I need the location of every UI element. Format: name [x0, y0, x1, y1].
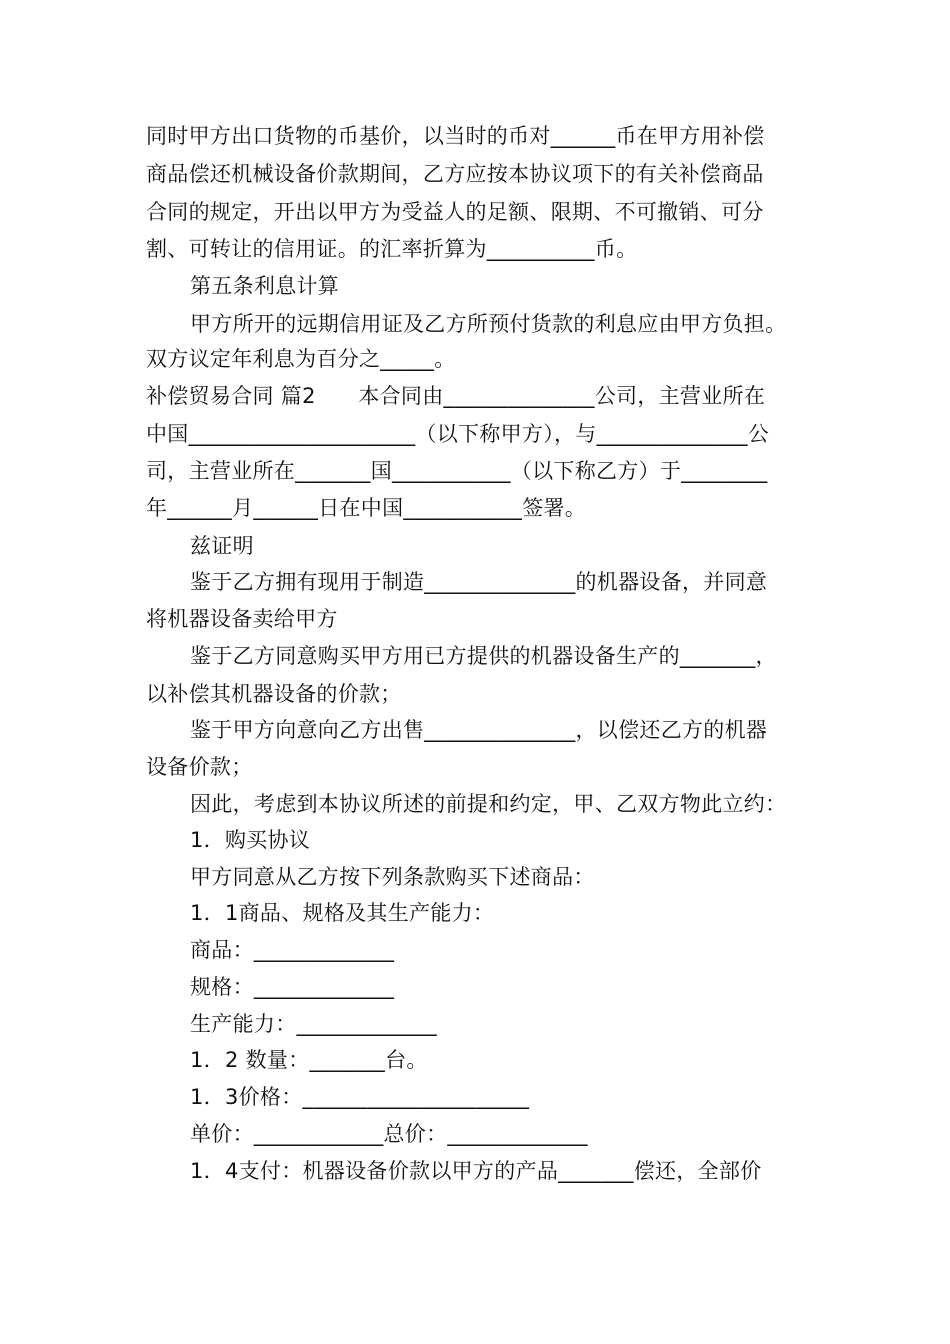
section-heading: 第五条利息计算 — [190, 274, 340, 298]
text-line: 1．2 数量：_______台。 — [190, 1048, 428, 1072]
text-line: 鉴于乙方同意购买甲方用已方提供的机器设备生产的_______， — [190, 644, 777, 668]
text-line: 司，主营业所在_______国___________（以下称乙方）于________ — [146, 459, 768, 483]
text-line: 甲方所开的远期信用证及乙方所预付货款的利息应由甲方负担。 — [190, 312, 787, 336]
text-line: 中国_____________________（以下称甲方），与______________公 — [146, 422, 770, 446]
contract-title-line: 补偿贸易合同 篇2 本合同由______________公司，主营业所在 — [146, 384, 766, 408]
text-line: 鉴于甲方向意向乙方出售______________，以偿还乙方的机器 — [190, 718, 768, 742]
text-line: 双方议定年利息为百分之_____。 — [146, 347, 456, 371]
text-line: 割、可转让的信用证。的汇率折算为__________币。 — [146, 237, 638, 261]
text-line: 商品偿还机械设备价款期间，乙方应按本协议项下的有关补偿商品 — [146, 162, 764, 186]
section-heading: 1．购买协议 — [190, 828, 311, 852]
text-line: 将机器设备卖给甲方 — [146, 607, 338, 631]
text-line: 生产能力：_____________ — [190, 1012, 437, 1036]
text-line: 合同的规定，开出以甲方为受益人的足额、限期、不可撤销、可分 — [146, 200, 764, 224]
text-line: 甲方同意从乙方按下列条款购买下述商品： — [190, 865, 595, 889]
text-line: 1．1商品、规格及其生产能力： — [190, 901, 495, 925]
text-line: 单价：____________总价：_____________ — [190, 1122, 588, 1146]
text-line: 鉴于乙方拥有现用于制造______________的机器设备，并同意 — [190, 570, 768, 594]
text-line: 商品：_____________ — [190, 938, 395, 962]
text-line: 同时甲方出口货物的币基价，以当时的币对______币在甲方用补偿 — [146, 124, 765, 148]
text-line: 设备价款； — [146, 755, 253, 779]
text-line: 1．3价格：_____________________ — [190, 1085, 530, 1109]
text-line: 因此，考虑到本协议所述的前提和约定，甲、乙双方物此立约： — [190, 792, 787, 816]
text-line: 1．4支付：机器设备价款以甲方的产品_______偿还，全部价 — [190, 1159, 762, 1183]
text-line: 年______月______日在中国___________签署。 — [146, 496, 587, 520]
text-line: 规格：_____________ — [190, 975, 395, 999]
text-line: 以补偿其机器设备的价款； — [146, 682, 402, 706]
text-line: 兹证明 — [190, 534, 254, 558]
